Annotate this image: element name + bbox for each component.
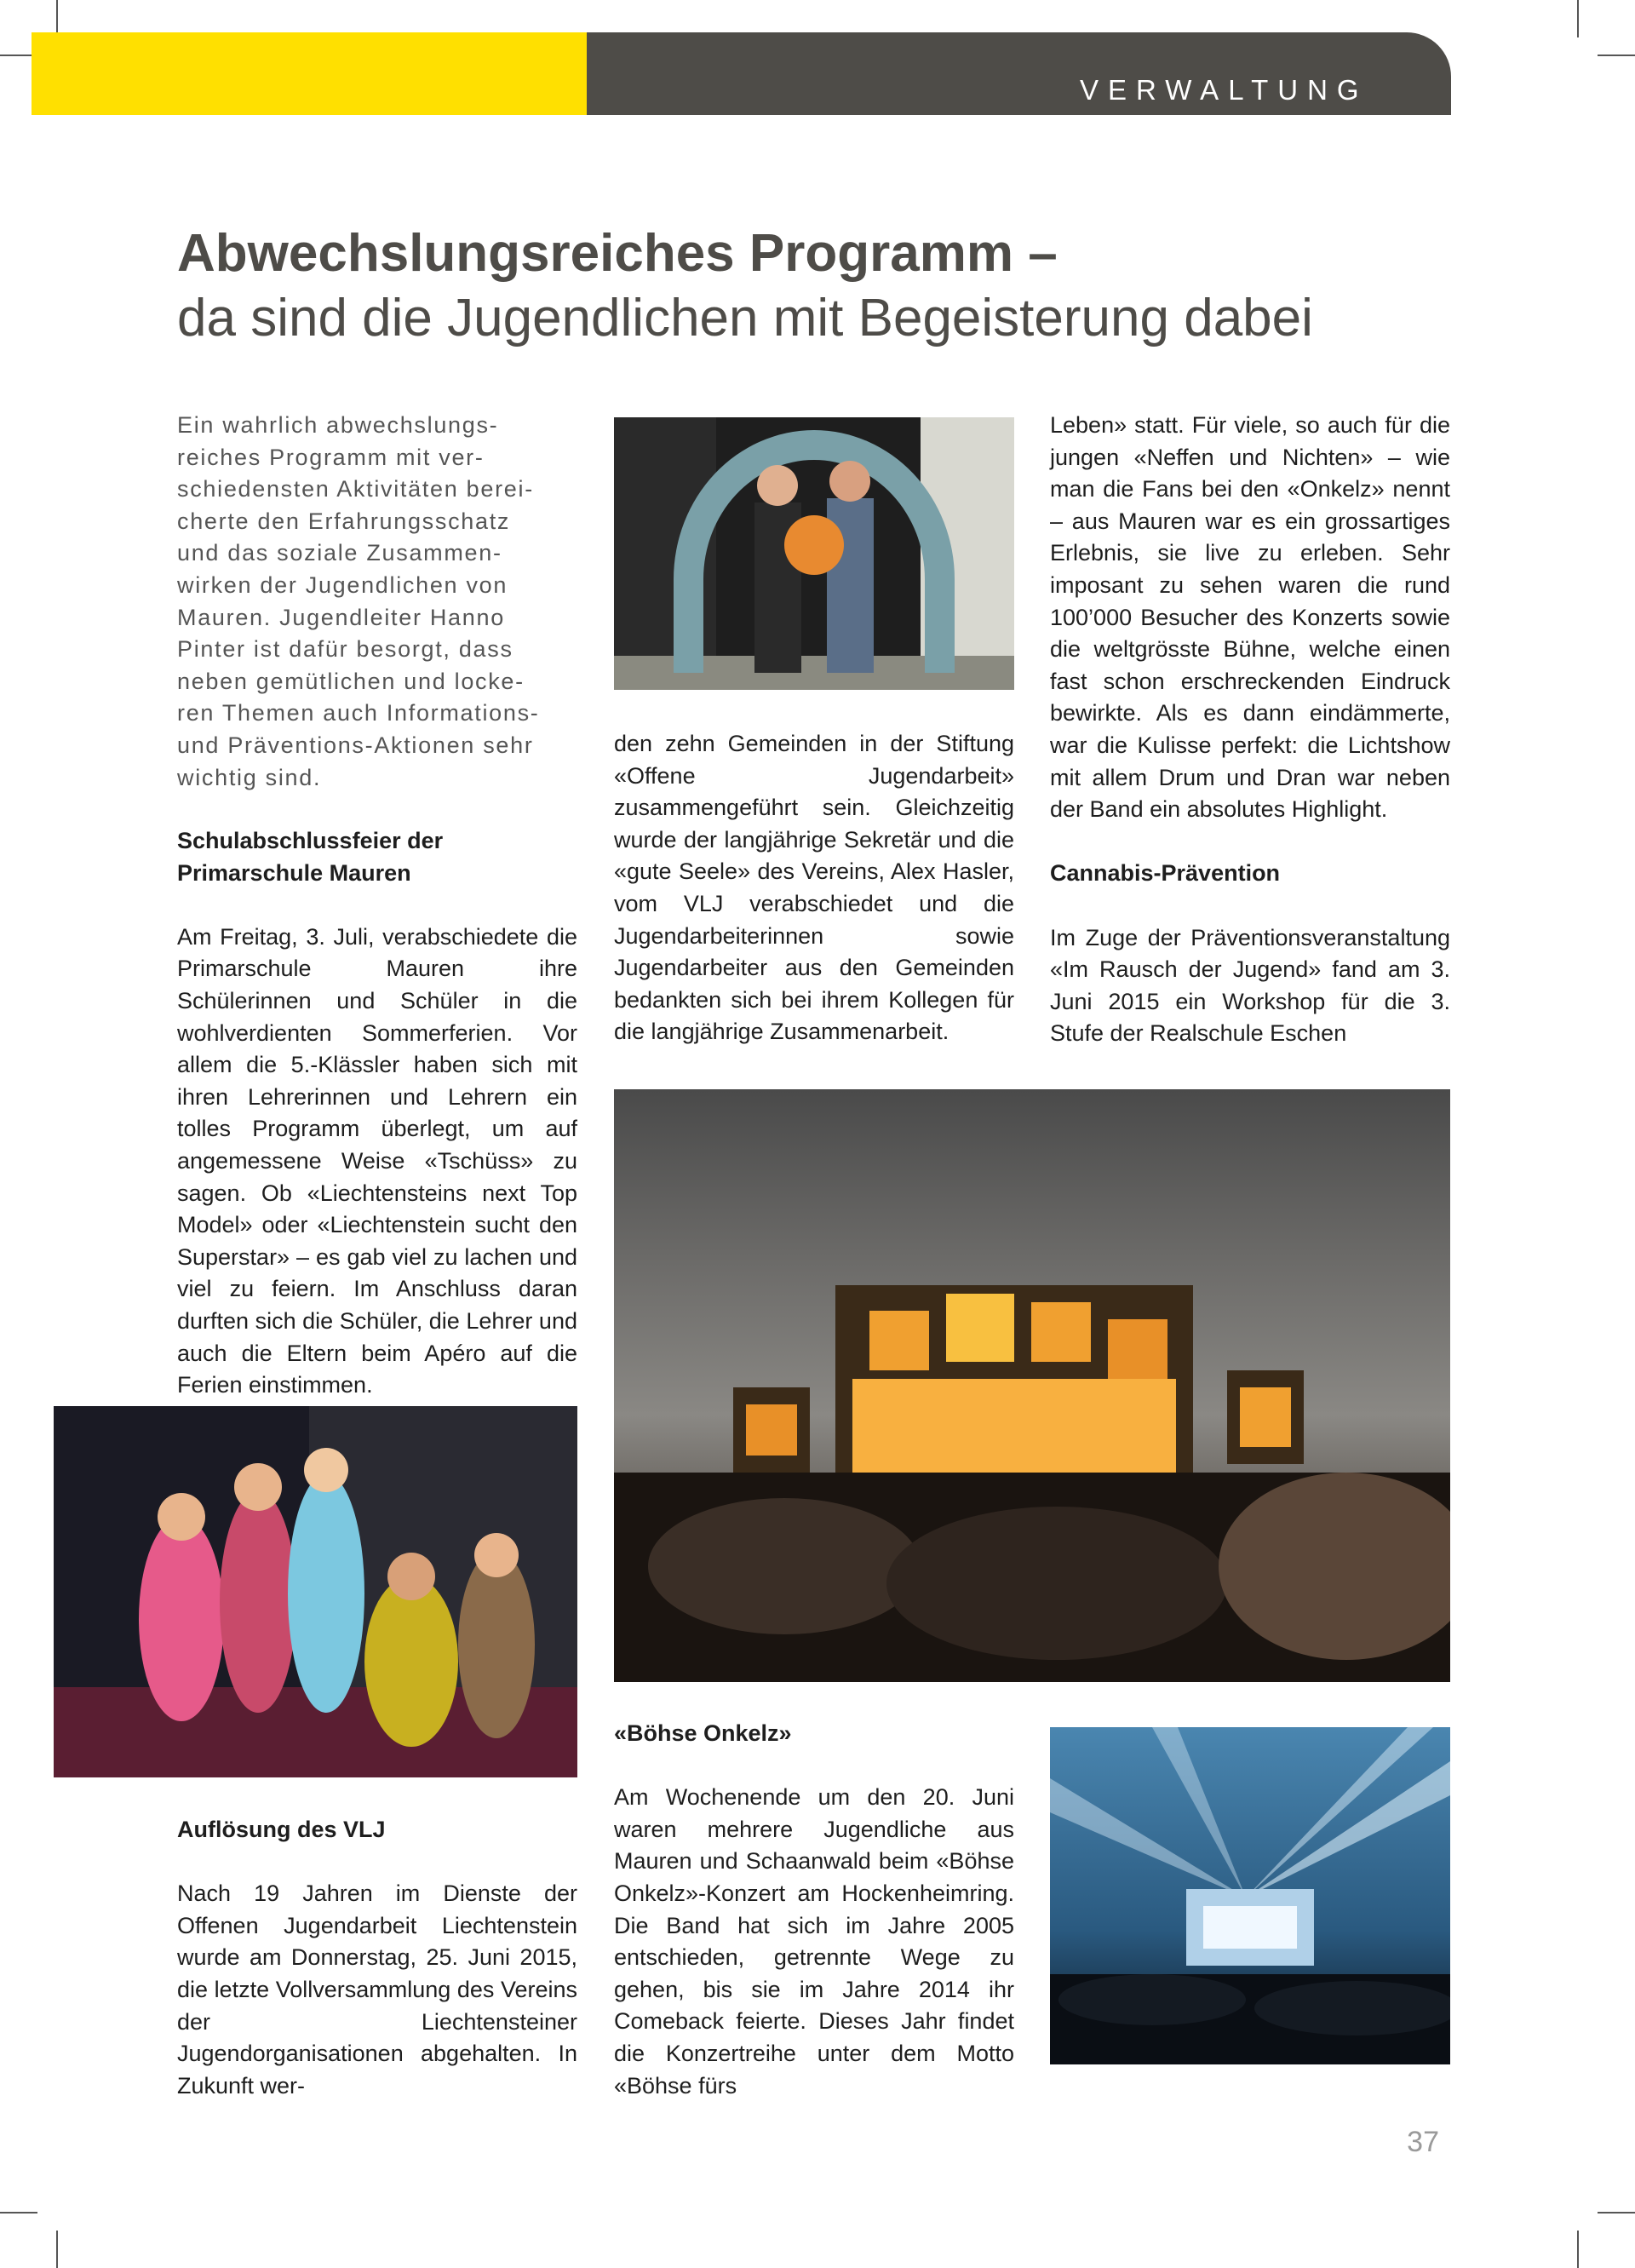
intro-line: wirken der Jugendlichen von [177, 571, 508, 598]
page-number: 37 [1407, 2126, 1439, 2158]
intro-text [177, 410, 582, 794]
vlj-section [177, 1814, 577, 2102]
article-text: den zehn Gemeinden in der Stiftung «Offene Jugendarbeit» zusammengeführt sein. Gleichzeitig wurde der langjährige Sekretär und die «gute Seele» des Vereins, Alex Hasler, vom VLJ verabschiedet und die Jugendarbeiterinnen sowie Jugendarbeiter aus den Gemeinden bedankten sich bei ihrem Kollegen für die langjährige Zusammenarbeit. [614, 731, 1014, 1045]
intro-line: schiedensten Aktivitäten berei- [177, 476, 534, 502]
intro-line: und das soziale Zusammen- [177, 540, 502, 566]
crop-mark [1577, 0, 1579, 37]
onkelz-section [614, 1718, 1014, 2102]
school-stage-photo [54, 1406, 577, 1777]
onkelz-continued [1050, 410, 1450, 1050]
intro-line: ren Themen auch Informations- [177, 700, 540, 726]
crop-mark [1598, 2212, 1635, 2213]
schulabschluss-section [177, 825, 577, 1402]
article-text: Im Zuge der Präventionsveranstaltung «Im Rausch der Jugend» fand am 3. Juni 2015 ein Workshop für die 3. Stufe der Realschule Eschen [1050, 924, 1450, 1047]
intro-line: reiches Programm mit ver- [177, 444, 485, 470]
section-heading: Schulabschlussfeier der [177, 828, 444, 853]
concert-stage-photo [614, 1089, 1450, 1682]
intro-line: und Präventions-Aktionen sehr [177, 732, 534, 758]
intro-line: Ein wahrlich abwechslungs- [177, 412, 499, 438]
crop-mark [1598, 55, 1635, 56]
article-text: Nach 19 Jahren im Dienste der Offenen Jugendarbeit Liechtenstein wurde am Donnerstag, 25. Juni 2015, die letzte Vollversammlung des Vereins der Liechtensteiner Jugendorganisationen abgehalten. In Zukunft wer- [177, 1880, 577, 2099]
article-text: Leben» statt. Für viele, so auch für die jungen «Neffen und Nichten» – wie man die Fans bei den «Onkelz» nennt – aus Mauren war es ein grossartiges Erlebnis, sie live zu erleben. Sehr imposant zu sehen waren die rund 100’000 Besucher des Konzerts sowie die weltgrösste Bühne, welche einen fast schon erschreckenden Eindruck bewirkte. Als es dann eindämmerte, war die Kulisse perfekt: die Lichtshow mit allem Drum und Dran war neben der Band ein absolutes Highlight. [1050, 412, 1450, 823]
vlj-continued [614, 728, 1014, 1048]
intro-line: neben gemütlichen und locke- [177, 668, 525, 694]
section-heading: «Böhse Onkelz» [614, 1720, 792, 1746]
concert-lightshow-photo [1050, 1727, 1450, 2064]
article-text: Am Wochenende um den 20. Juni waren mehrere Jugendliche aus Mauren und Schaanwald beim «Böhse Onkelz»-Konzert am Hockenheimring. Die Band hat sich im Jahre 2005 entschieden, getrennte Wege zu gehen, bis sie im Jahre 2014 ihr Comeback feierte. Dieses Jahr findet die Konzertreihe unter dem Motto «Böhse fürs [614, 1784, 1014, 2099]
section-heading: Auflösung des VLJ [177, 1817, 386, 1842]
intro-line: Pinter ist dafür besorgt, dass [177, 636, 513, 663]
intro-line: Mauren. Jugendleiter Hanno [177, 604, 505, 630]
crop-mark [0, 2212, 37, 2213]
article-text: Am Freitag, 3. Juli, verabschiedete die Primarschule Mauren ihre Schülerinnen und Schüler in die wohlverdienten Sommerferien. Vor allem die 5.-Klässler haben sich mit ihren Lehrerinnen und Lehrern ein tolles Programm überlegt, um auf angemessene Weise «Tschüss» zu sagen. Ob «Liechtensteins next Top Model» oder «Liechtenstein sucht den Superstar» – es gab viel zu lachen und viel zu feiern. Im Anschluss daran durften sich die Schüler, die Lehrer und auch die Eltern beim Apéro auf die Ferien einstimmen. [177, 923, 577, 1398]
page-subtitle: da sind die Jugendlichen mit Begeisterung dabei [177, 289, 1313, 347]
vlj-farewell-photo [614, 417, 1014, 690]
intro-line: cherte den Erfahrungsschatz [177, 508, 511, 534]
section-heading: Primarschule Mauren [177, 859, 411, 886]
page-title: Abwechslungsreiches Programm – [177, 224, 1058, 283]
crop-mark [1577, 2231, 1579, 2268]
header-accent-bar [32, 32, 587, 115]
section-label: VERWALTUNG [1080, 74, 1368, 106]
crop-mark [56, 2231, 58, 2268]
intro-line: wichtig sind. [177, 764, 322, 790]
section-heading: Cannabis-Prävention [1050, 860, 1281, 887]
